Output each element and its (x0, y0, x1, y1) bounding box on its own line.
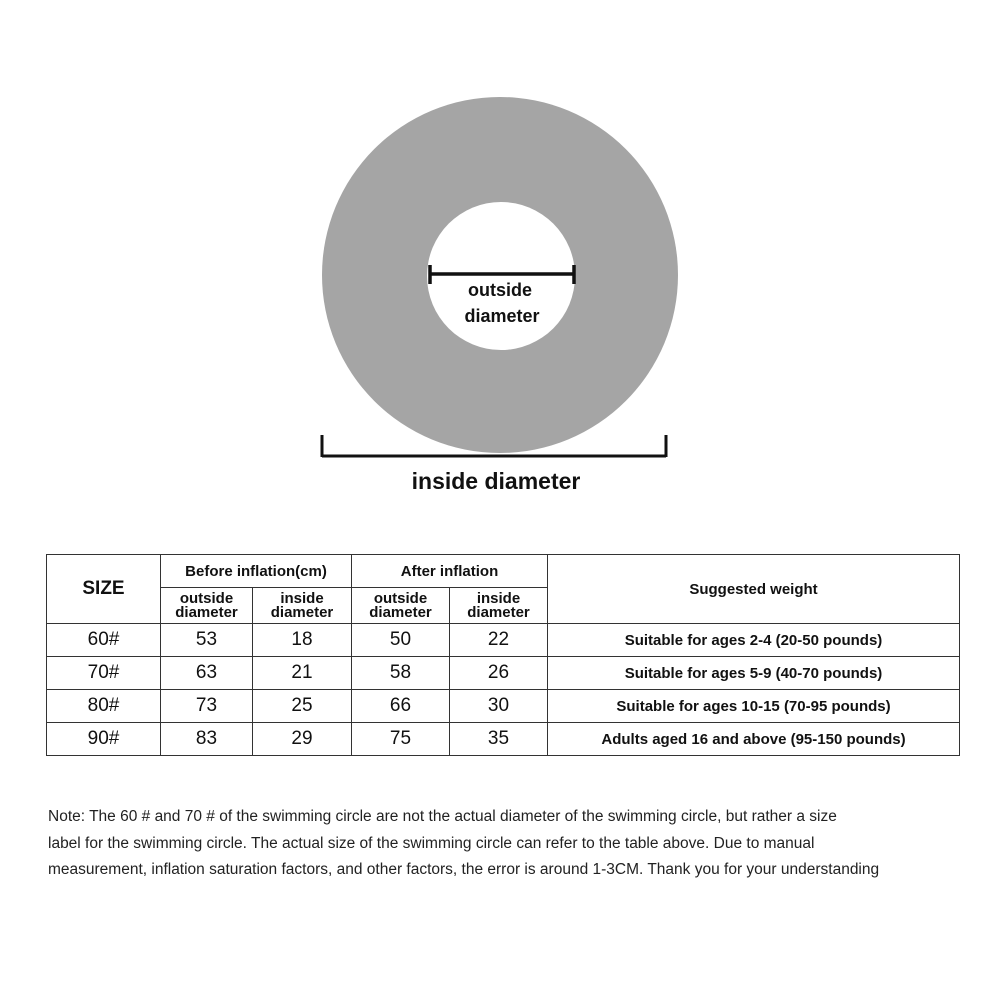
weight-cell: Suitable for ages 2-4 (20-50 pounds) (548, 624, 960, 657)
size-cell: 60# (47, 624, 161, 657)
weight-cell: Adults aged 16 and above (95-150 pounds) (548, 723, 960, 756)
after-inside-cell: 35 (450, 723, 548, 756)
after-inside-cell: 26 (450, 657, 548, 690)
before-inflation-header: Before inflation(cm) (161, 555, 352, 588)
weight-cell: Suitable for ages 5-9 (40-70 pounds) (548, 657, 960, 690)
before-outside-cell: 73 (161, 690, 253, 723)
before-inside-cell: 29 (253, 723, 352, 756)
table-row (47, 723, 960, 756)
after-inflation-header: After inflation (352, 555, 548, 588)
outer-label: inside diameter (411, 468, 581, 494)
after-outside-cell: 75 (352, 723, 450, 756)
size-table (46, 554, 960, 756)
before-inside-header: inside diameter (253, 588, 352, 624)
before-outside-cell: 83 (161, 723, 253, 756)
weight-cell: Suitable for ages 10-15 (70-95 pounds) (548, 690, 960, 723)
before-inside-cell: 21 (253, 657, 352, 690)
before-inside-cell: 18 (253, 624, 352, 657)
size-cell: 90# (47, 723, 161, 756)
note-line-2: label for the swimming circle. The actual size of the swimming circle can refer to the table above. Due to manual (48, 834, 815, 852)
after-inside-cell: 22 (450, 624, 548, 657)
table-row (47, 624, 960, 657)
after-outside-cell: 58 (352, 657, 450, 690)
after-outside-header: outside diameter (352, 588, 450, 624)
note-line-3: measurement, inflation saturation factors, and other factors, the error is around 1-3CM. Thank you for your understanding (48, 861, 880, 878)
after-outside-cell: 66 (352, 690, 450, 723)
inner-label-line1: outside (467, 280, 533, 300)
suggested-weight-header: Suggested weight (548, 555, 960, 624)
before-outside-cell: 53 (161, 624, 253, 657)
note-line-1: Note: The 60 # and 70 # of the swimming circle are not the actual diameter of the swimming circle, but rather a size (48, 808, 837, 825)
size-cell: 70# (47, 657, 161, 690)
after-outside-cell: 50 (352, 624, 450, 657)
before-outside-header: outside diameter (161, 588, 253, 624)
before-outside-cell: 63 (161, 657, 253, 690)
after-inside-cell: 30 (450, 690, 548, 723)
size-cell: 80# (47, 690, 161, 723)
table-row (47, 657, 960, 690)
table-header-row (47, 555, 960, 588)
table-row (47, 690, 960, 723)
swim-ring-hole (427, 202, 575, 350)
inner-label-line2: diameter (464, 306, 540, 326)
size-header: SIZE (47, 555, 161, 624)
size-note (48, 804, 993, 884)
after-inside-header: inside diameter (450, 588, 548, 624)
before-inside-cell: 25 (253, 690, 352, 723)
